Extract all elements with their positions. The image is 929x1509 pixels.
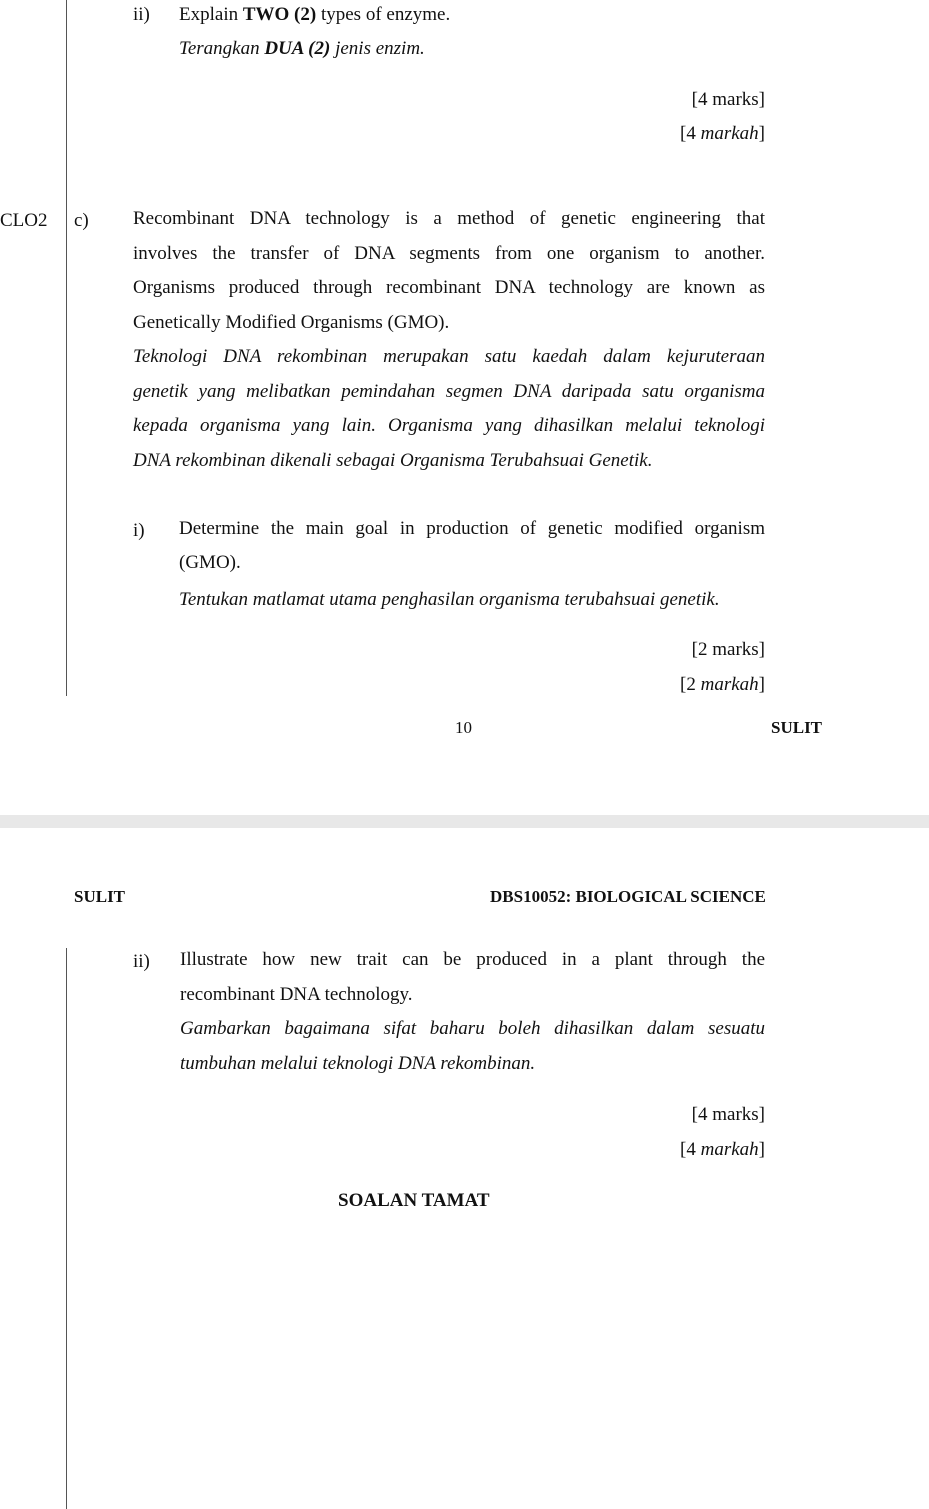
- question-c-ii-number: ii): [133, 951, 150, 972]
- marks-ms-num: [2: [680, 674, 701, 695]
- question-c-en-line-4: Genetically Modified Organisms (GMO).: [133, 311, 450, 333]
- question-c-en-line-3: Organisms produced through recombinant DNA technology are known as: [133, 277, 765, 298]
- question-ii-en-suffix: types of enzyme.: [316, 4, 451, 25]
- question-c-label: c): [74, 210, 89, 231]
- page-number: 10: [455, 718, 472, 737]
- question-ii-ms-prefix: Terangkan: [179, 38, 265, 59]
- header-course-title: DBS10052: BIOLOGICAL SCIENCE: [490, 887, 766, 906]
- question-c-i-en-line-1: Determine the main goal in production of genetic modified organism: [179, 518, 765, 539]
- question-c-i-marks-ms: [680, 674, 765, 696]
- marks-ms-end: ]: [758, 123, 765, 144]
- question-ii-en-bold: TWO (2): [242, 4, 317, 25]
- question-ii-ms-suffix: jenis enzim.: [330, 38, 425, 59]
- question-ii-en-prefix: Explain: [179, 4, 243, 25]
- marks-ms-word: markah: [700, 674, 759, 695]
- end-of-questions: SOALAN TAMAT: [338, 1190, 490, 1211]
- question-c-ii-en-line-2: recombinant DNA technology.: [180, 983, 413, 1005]
- footer-status: SULIT: [771, 718, 823, 737]
- page-separator: [0, 815, 929, 828]
- left-margin-rule: [66, 948, 67, 1509]
- question-c-en-line-2: involves the transfer of DNA segments from one organism to another.: [133, 242, 765, 264]
- question-c-ii-marks-ms: [680, 1139, 765, 1161]
- question-ii-marks-en: [4 marks]: [691, 89, 765, 110]
- question-c-i-marks-en: [2 marks]: [691, 639, 765, 660]
- marks-ms-end: ]: [758, 1139, 765, 1160]
- marks-ms-word: markah: [700, 1139, 759, 1160]
- marks-ms-num: [4: [680, 123, 701, 144]
- question-c-i-number: i): [133, 520, 145, 541]
- question-c-i-en-line-2: (GMO).: [179, 552, 241, 573]
- question-c-ii-marks-en: [4 marks]: [691, 1104, 765, 1125]
- question-ii-number: ii): [133, 4, 150, 25]
- question-c-ii-ms-line-2: tumbuhan melalui teknologi DNA rekombinan.: [180, 1052, 536, 1074]
- question-c-en-line-1: Recombinant DNA technology is a method of genetic engineering that: [133, 208, 765, 229]
- question-ii-malay: [179, 38, 425, 60]
- left-margin-rule: [66, 0, 67, 696]
- question-c-ms-line-2: genetik yang melibatkan pemindahan segmen DNA daripada satu organisma: [133, 380, 765, 402]
- question-c-i-malay: Tentukan matlamat utama penghasilan organisma terubahsuai genetik.: [179, 589, 720, 610]
- marks-ms-end: ]: [758, 674, 765, 695]
- question-ii-ms-bold: DUA (2): [264, 38, 331, 59]
- marks-ms-num: [4: [680, 1139, 701, 1160]
- clo-label: CLO2: [0, 210, 48, 231]
- question-c-ms-line-1: Teknologi DNA rekombinan merupakan satu kaedah dalam kejuruteraan: [133, 346, 765, 367]
- header-status: SULIT: [74, 887, 126, 906]
- marks-ms-word: markah: [700, 123, 759, 144]
- question-c-ms-line-3: kepada organisma yang lain. Organisma yang dihasilkan melalui teknologi: [133, 415, 765, 436]
- question-ii-marks-ms: [680, 123, 765, 145]
- question-c-ms-line-4: DNA rekombinan dikenali sebagai Organisma Terubahsuai Genetik.: [133, 449, 653, 471]
- question-c-ii-en-line-1: Illustrate how new trait can be produced in a plant through the: [180, 949, 765, 970]
- question-ii-english: [179, 4, 450, 26]
- question-c-ii-ms-line-1: Gambarkan bagaimana sifat baharu boleh dihasilkan dalam sesuatu: [180, 1018, 765, 1039]
